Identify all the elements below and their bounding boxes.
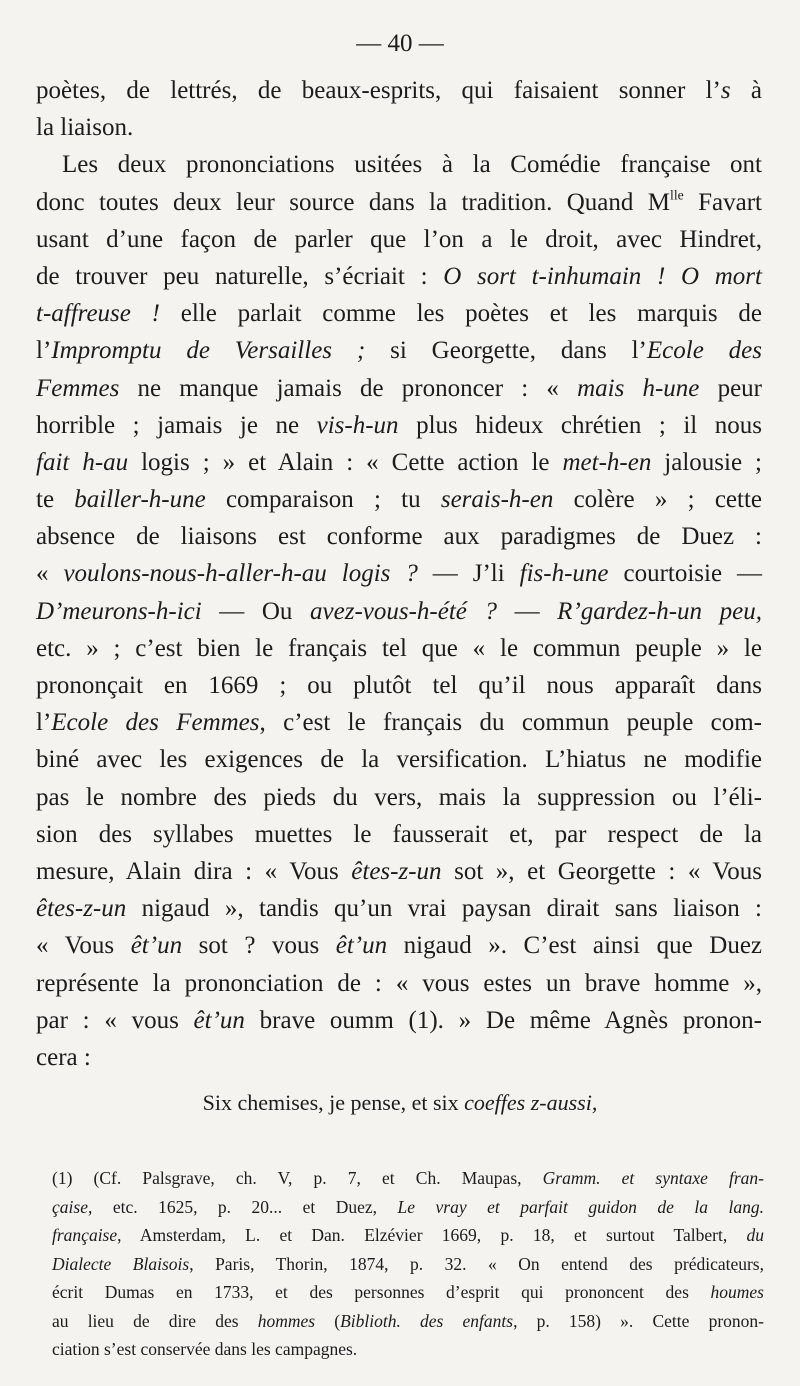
text-line — [36, 72, 762, 109]
text-line — [36, 816, 762, 853]
text-line — [36, 890, 762, 927]
text-run: êt’un — [130, 932, 183, 960]
text-run: , Amsterdam, L. et Dan. Elzévier 1669, p. 18, et surtout Talbert, — [117, 1225, 747, 1245]
text-run: à — [730, 77, 762, 104]
text-run: , etc. 1625, p. 20... et Duez, — [87, 1196, 398, 1217]
text-run: par : « vous — [36, 1006, 194, 1034]
text-line — [36, 109, 762, 146]
text-run: mesure, Alain dira : « Vous — [36, 857, 352, 885]
text-line — [36, 481, 762, 518]
text-line — [36, 444, 762, 481]
footnote-line — [52, 1307, 764, 1336]
text-run: usant d’une façon de parler que l’on a le droit, avec Hindret, — [36, 225, 762, 253]
text-run: nigaud », tandis qu’un vrai paysan dirait sans liaison : — [126, 895, 762, 923]
text-run: t-affreuse ! — [36, 300, 160, 328]
text-run: écrit Dumas en 1733, et des personnes d’esprit qui prononcent des — [52, 1282, 711, 1302]
text-run: Les deux prononciations usitées à la Comédie française ont — [62, 151, 762, 179]
text-run: fait h-au — [36, 448, 129, 476]
text-line — [36, 853, 762, 890]
text-run: Favart — [683, 188, 762, 216]
text-run: houmes — [710, 1282, 764, 1302]
footnote-line — [52, 1221, 764, 1250]
text-line — [36, 407, 762, 444]
text-run: Ecole des Femmes — [51, 709, 260, 737]
text-run: horrible ; jamais je ne — [36, 411, 317, 439]
text-run: donc toutes deux leur source dans la tradition. Quand M — [36, 188, 671, 216]
text-run: « Vous — [36, 932, 131, 960]
text-line — [36, 518, 762, 555]
text-line — [36, 184, 762, 221]
text-run: sion des syllabes muettes le fausserait et, par respect de la — [36, 820, 762, 848]
text-line — [36, 667, 762, 704]
verse-run: coeffes z-aussi, — [464, 1090, 598, 1115]
text-run: etc. » ; c’est bien le français tel que « le commun peuple » le — [36, 634, 762, 662]
verse-line — [0, 1090, 800, 1116]
text-line — [36, 295, 762, 332]
text-run: jalousie ; — [651, 448, 762, 476]
text-run: D’meurons-h-ici — [36, 597, 202, 625]
footnote-line — [52, 1164, 764, 1193]
text-run: absence de liaisons est conforme aux paradigmes de Duez : — [36, 523, 762, 551]
text-run: courtoisie — — [608, 560, 763, 588]
text-run: plus hideux chrétien ; il nous — [398, 411, 762, 439]
footnote — [52, 1164, 764, 1364]
text-run: Ecole des — [646, 337, 762, 365]
text-run: êtes-z-un — [351, 857, 442, 885]
text-run: (1) (Cf. Palsgrave, ch. V, p. 7, et Ch. Maupas, — [52, 1168, 543, 1188]
main-text — [36, 72, 762, 1076]
text-run: « — [36, 560, 64, 588]
text-run: sot ? vous — [182, 932, 336, 960]
text-run: hommes — [257, 1310, 316, 1331]
text-run: lle — [670, 187, 684, 203]
text-line — [36, 332, 762, 369]
text-line — [36, 370, 762, 407]
text-run: Le vray et parfait guidon de la lang. — [397, 1196, 764, 1217]
text-run: cera : — [36, 1043, 91, 1071]
text-run: ciation s’est conservée dans les campagnes. — [52, 1339, 358, 1359]
text-run: êt’un — [193, 1006, 245, 1034]
text-run: avez-vous-h-été ? — [310, 597, 497, 625]
text-run: poètes, de lettrés, de beaux-esprits, qui faisaient sonner l’ — [36, 77, 721, 104]
text-run: R’gardez-h-un peu, — [557, 597, 762, 625]
text-run: biné avec les exigences de la versification. L’hiatus ne modifie — [36, 746, 762, 774]
text-run: — — [496, 597, 558, 625]
text-run: — J’li — [417, 560, 520, 588]
text-run: nigaud ». C’est ainsi que Duez — [387, 932, 763, 960]
text-run: , Paris, Thorin, 1874, p. 32. « On entend des prédicateurs, — [189, 1253, 764, 1274]
text-run: l’ — [36, 337, 52, 365]
text-line — [36, 1002, 762, 1039]
text-line — [36, 779, 762, 816]
text-run: voulons-nous-h-aller-h-au logis ? — [63, 560, 418, 588]
text-line — [36, 630, 762, 667]
text-line — [36, 741, 762, 778]
text-line — [36, 555, 762, 592]
text-run: s — [720, 77, 731, 104]
text-run: çaise — [52, 1196, 88, 1217]
text-run: êt’un — [335, 932, 388, 960]
text-run: bailler-h-une — [74, 486, 206, 514]
text-run: O sort t-inhumain ! O mort — [443, 262, 762, 290]
text-run: Femmes — [36, 374, 120, 402]
text-run: , c’est le français du commun peuple com- — [259, 709, 763, 737]
text-line — [36, 221, 762, 258]
text-run: serais-h-en — [440, 486, 554, 514]
verse-run: Six chemises, je pense, et six — [202, 1090, 465, 1115]
text-run: brave oumm (1). » De même Agnès pronon- — [244, 1006, 762, 1034]
text-run: la liaison. — [36, 114, 134, 142]
text-run: l’ — [36, 709, 52, 737]
text-run: prononçait en 1669 ; ou plutôt tel qu’il nous apparaît dans — [36, 672, 762, 699]
text-run: elle parlait comme les poètes et les marquis de — [159, 300, 762, 328]
text-run: met-h-en — [562, 448, 652, 476]
text-run: logis ; » et Alain : « Cette action le — [128, 448, 563, 476]
text-run: , p. 158) ». Cette pronon- — [513, 1310, 765, 1331]
footnote-line — [52, 1278, 764, 1307]
text-line — [36, 593, 762, 630]
text-run: — Ou — [201, 597, 311, 625]
text-run: française — [52, 1225, 118, 1245]
text-line — [36, 704, 762, 741]
text-run: ( — [315, 1310, 341, 1331]
text-run: vis-h-un — [316, 411, 399, 439]
text-run: êtes-z-un — [36, 895, 127, 923]
text-line — [36, 965, 762, 1002]
footnote-line — [52, 1250, 764, 1279]
text-run: du — [746, 1225, 764, 1245]
text-run: représente la prononciation de : « vous estes un brave homme », — [36, 969, 762, 997]
footnote-line — [52, 1193, 764, 1222]
text-run: peur — [699, 374, 762, 402]
text-run: fis-h-une — [519, 560, 609, 588]
text-run: ne manque jamais de prononcer : « — [119, 374, 578, 402]
text-run: colère » ; cette — [553, 486, 762, 514]
text-run: pas le nombre des pieds du vers, mais la suppression ou l’éli- — [36, 783, 762, 811]
text-run: Impromptu de Versailles ; — [51, 337, 366, 365]
text-line — [36, 258, 762, 295]
footnote-line — [52, 1335, 764, 1364]
text-run: comparaison ; tu — [205, 486, 441, 514]
text-line — [36, 146, 762, 183]
text-run: Gramm. et syntaxe fran- — [542, 1168, 765, 1188]
text-run: sot », et Georgette : « Vous — [441, 857, 762, 885]
text-line — [36, 1039, 762, 1076]
text-line — [36, 927, 762, 964]
text-run: te — [36, 486, 75, 514]
text-run: au lieu de dire des — [52, 1310, 258, 1331]
text-run: Biblioth. des enfants — [340, 1310, 514, 1331]
text-run: si Georgette, dans l’ — [365, 337, 647, 365]
text-run: de trouver peu naturelle, s’écriait : — [36, 262, 444, 290]
text-run: mais h-une — [577, 374, 700, 402]
page-number: — 40 — — [356, 30, 444, 57]
text-run: Dialecte Blaisois — [52, 1253, 190, 1274]
